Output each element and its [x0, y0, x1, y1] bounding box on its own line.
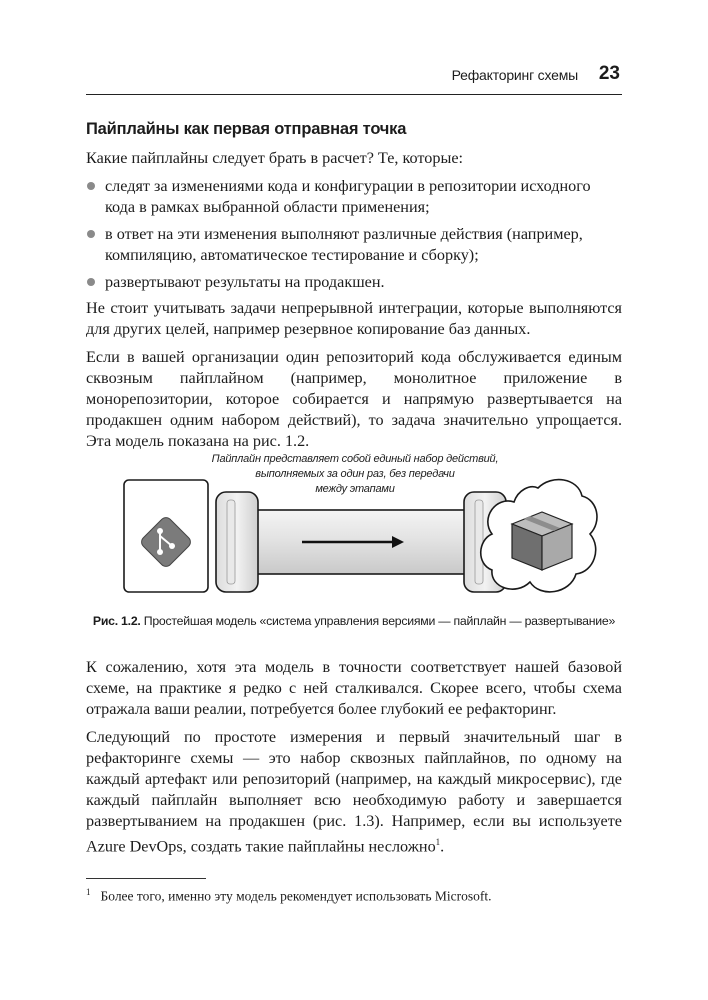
running-header-title: Рефакторинг схемы [451, 67, 578, 83]
footnote-text: Более того, именно эту модель рекомендует использовать Microsoft. [100, 888, 492, 904]
footnote-mark: 1 [86, 887, 91, 897]
bullet-dot-icon [87, 182, 95, 190]
paragraph-unfortunately: К сожалению, хотя эта модель в точности соответствует нашей базовой схеме, на практике я редко с ней сталкивался. Скорее всего, чтобы схема отражала ваши реалии, потребуется более глубокий ее рефакторинг. [86, 658, 622, 718]
paragraph-organization: Если в вашей организации один репозиторий кода обслуживается единым сквозным пайплайном (например, монолитное приложение в монорепозитории, которое собирается и напрямую развертывается на продакшен одним набором действий), то задача значительно упрощается. Эта модель показана на рис. 1.2. [86, 348, 622, 450]
figure-illustration [120, 452, 600, 602]
figure-1-2 [120, 452, 600, 602]
footnote-divider [86, 878, 206, 879]
figure-caption-label: Рис. 1.2. [92, 614, 141, 628]
bullet-list [86, 176, 622, 299]
figure-caption-text: Простейшая модель «система управления версиями — пайплайн — развертывание» [143, 614, 616, 628]
callout-line: между этапами [315, 483, 395, 495]
bullet-text: в ответ на эти изменения выполняют различные действия (например, компиляцию, автоматическое тестирование и сборку); [105, 225, 583, 264]
section-heading: Пайплайны как первая отправная точка [86, 120, 407, 138]
page-number: 23 [598, 63, 620, 84]
figure-caption [86, 614, 622, 628]
bullet-item [86, 224, 622, 266]
footnote-reference: 1 [435, 837, 441, 847]
running-header [86, 64, 622, 95]
paragraph-next-step-text: Следующий по простоте измерения и первый значительный шаг в рефакторинге схемы — это набор сквозных пайплайнов, по одному на каждый артефакт или репозиторий (например, на каждый микросервис), где каждый пайплайн выполняет всю необходимую работу и завершается развертыванием на продакшен (рис. 1.3). Например, если вы используете Azure DevOps, создать такие пайплайны несложно [86, 728, 622, 856]
callout-line: Пайплайн представляет собой единый набор действий, [211, 453, 499, 465]
paragraph-ci: Не стоит учитывать задачи непрерывной интеграции, которые выполняются для других целей, например резервное копирование баз данных. [86, 299, 622, 338]
bullet-text: следят за изменениями кода и конфигурации в репозитории исходного кода в рамках выбранной области применения; [105, 177, 591, 216]
bullet-item [86, 176, 622, 218]
callout-line: выполняемых за один раз, без передачи [255, 468, 455, 480]
bullet-dot-icon [87, 278, 95, 286]
paragraph-next-step: Следующий по простоте измерения и первый значительный шаг в рефакторинге схемы — это набор сквозных пайплайнов, по одному на каждый артефакт или репозиторий (например, на каждый микросервис), где каждый пайплайн выполняет всю необходимую работу и завершается развертыванием на продакшен (рис. 1.3). Например, если вы используете Azure DevOps, создать такие пайплайны несложно$^1$. [86, 728, 622, 856]
bullet-item [86, 272, 622, 293]
intro-paragraph: Какие пайплайны следует брать в расчет? Те, которые: [86, 149, 464, 167]
bullet-text: развертывают результаты на продакшен. [105, 273, 385, 291]
package-box-icon [512, 512, 572, 570]
bullet-dot-icon [87, 230, 95, 238]
footnote [86, 887, 491, 905]
